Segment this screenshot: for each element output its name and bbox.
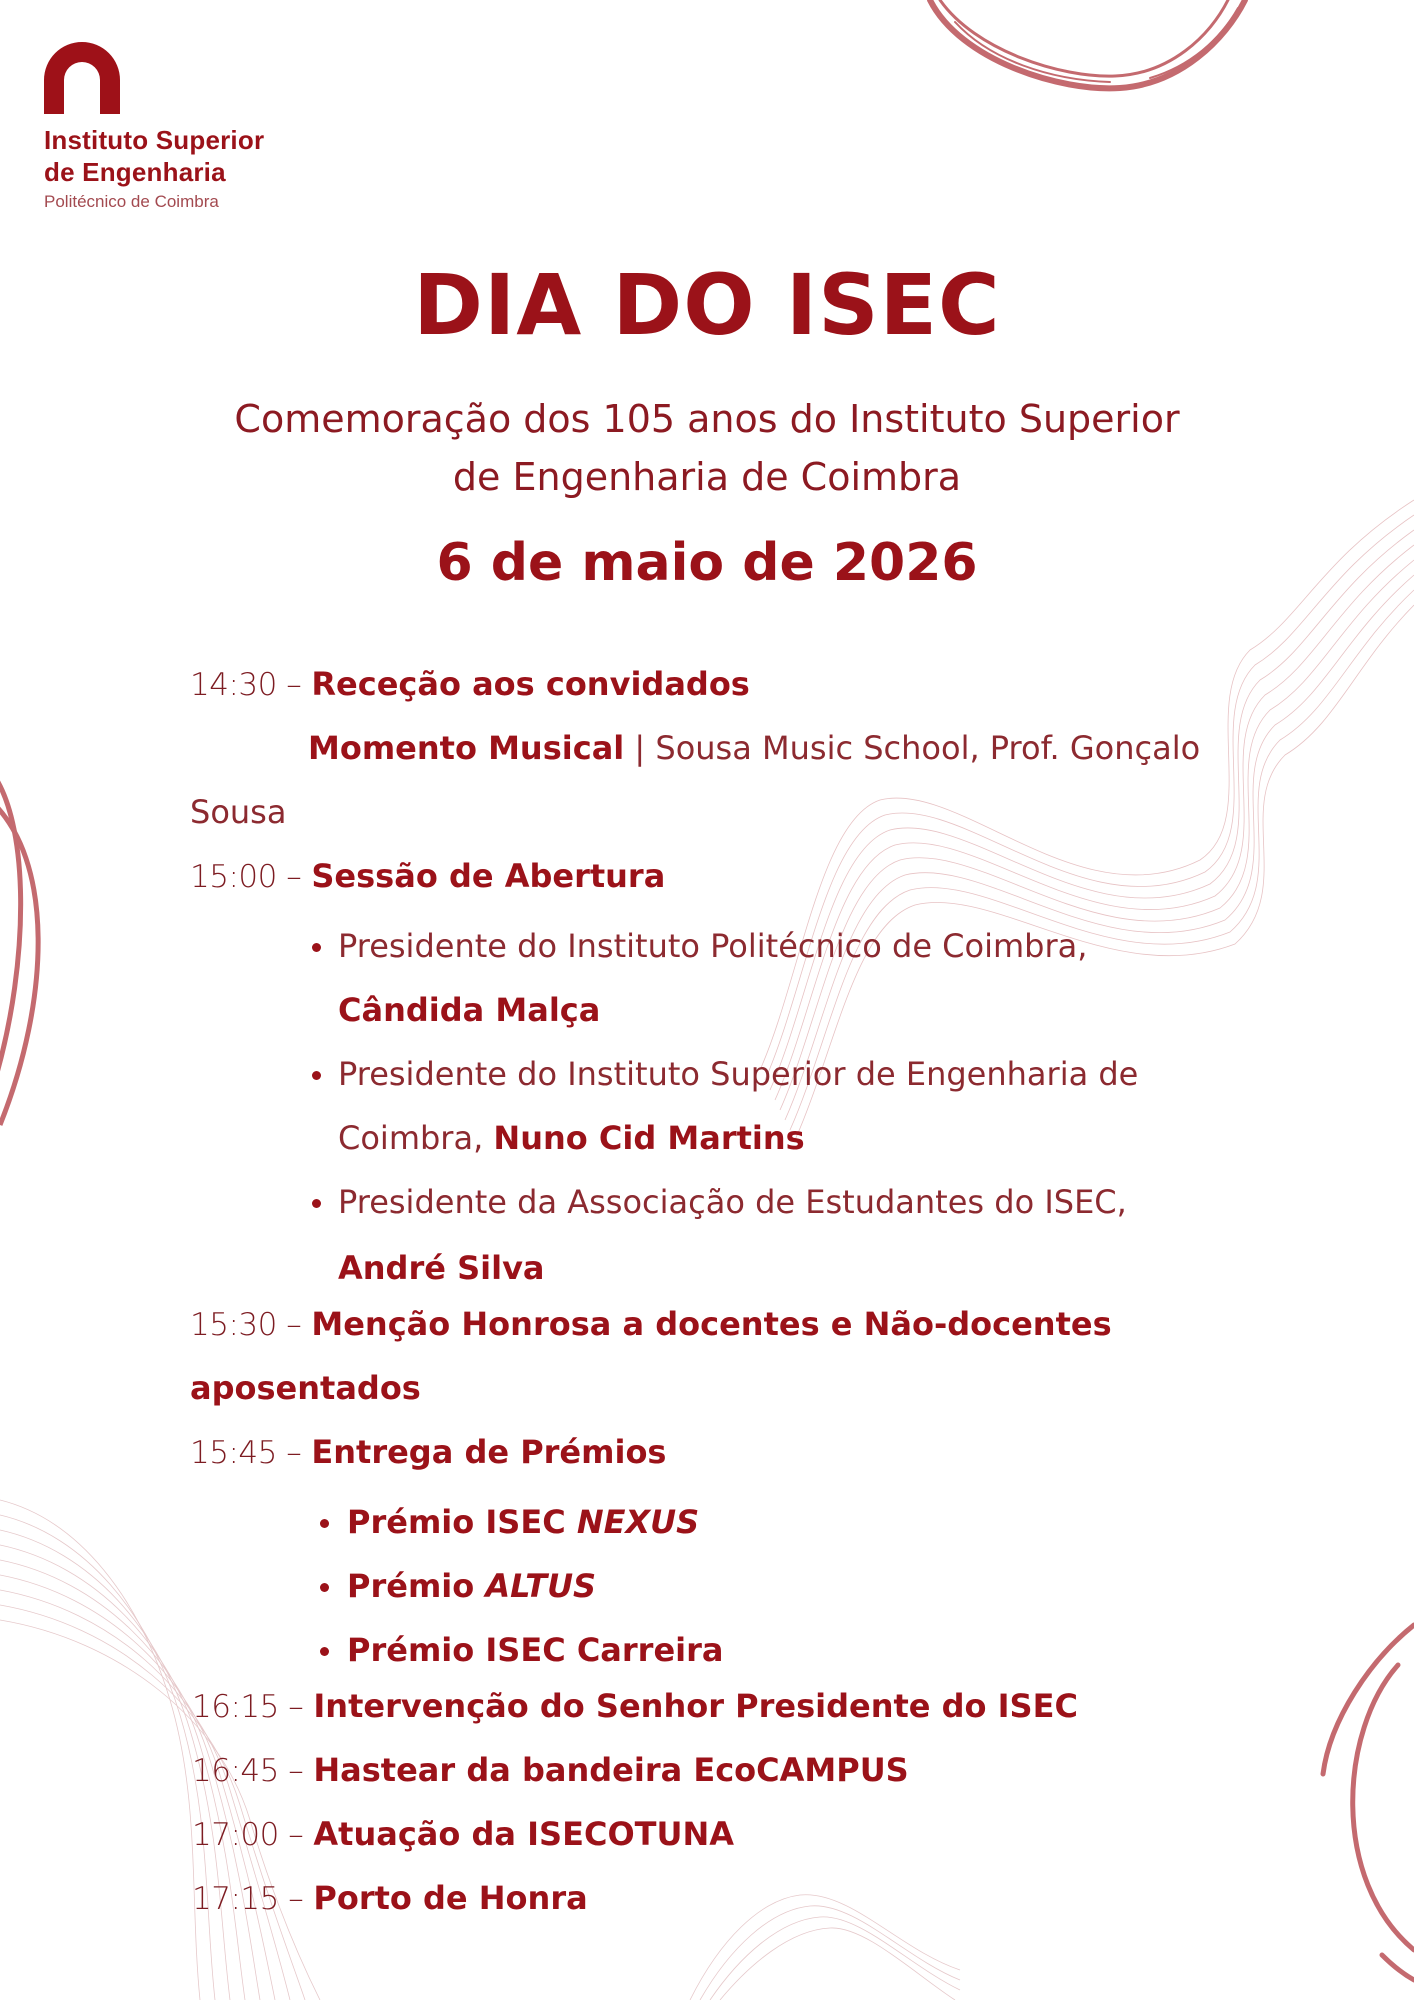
agenda-title: Entrega de Prémios [311,1433,667,1471]
isec-logo [44,42,304,212]
agenda-item [190,1430,666,1475]
bullet-icon [320,1647,329,1656]
agenda-title: Receção aos convidados [311,665,750,703]
speaker-name: Coimbra, Nuno Cid Martins [338,1119,805,1157]
agenda-title: Porto de Honra [313,1879,588,1917]
agenda-item [192,1812,734,1857]
agenda-time: 15:00 – [190,859,302,895]
agenda-title-continued: aposentados [190,1369,421,1407]
speaker-name: André Silva [338,1249,545,1287]
bullet-icon [320,1519,329,1528]
bullet-icon [320,1583,329,1592]
speaker-name: Cândida Malça [338,991,601,1029]
agenda-detail-continued: Sousa [190,793,287,831]
agenda-item [190,854,665,899]
prize-item: Prémio ISEC Carreira [347,1631,724,1669]
agenda-time: 15:30 – [190,1307,302,1343]
wave-lines-right [760,500,1414,1140]
agenda-time: 16:15 – [192,1689,304,1725]
agenda-item [308,726,1200,770]
speaker-item: Presidente do Instituto Superior de Engenharia de [338,1055,1139,1093]
agenda-detail: | Sousa Music School, Prof. Gonçalo [624,729,1201,767]
agenda-title: Intervenção do Senhor Presidente do ISEC [313,1687,1078,1725]
left-arc-decoration [0,770,38,1125]
agenda-item [190,1302,1112,1347]
logo-institution-name: Instituto Superior de Engenharia [44,125,265,187]
prize-item: Prémio ISEC NEXUS [347,1503,700,1541]
logo-subtitle: Politécnico de Coimbra [44,192,219,211]
speaker-item: Presidente da Associação de Estudantes do ISEC, [338,1183,1127,1221]
agenda-title: Sessão de Abertura [311,857,666,895]
event-date: 6 de maio de 2026 [436,533,978,593]
agenda-time: 15:45 – [190,1435,302,1471]
agenda-title: Atuação da ISECOTUNA [313,1815,734,1853]
prize-item: Prémio ALTUS [347,1567,597,1605]
bullet-icon [312,943,321,952]
agenda-title: Hastear da bandeira EcoCAMPUS [313,1751,909,1789]
bullet-icon [312,1071,321,1080]
agenda-time: 16:45 – [192,1753,304,1789]
agenda-title: Menção Honrosa a docentes e Não-docentes [311,1305,1112,1343]
right-arc-decoration [1323,1625,1414,1980]
agenda-title: Momento Musical [308,729,625,767]
agenda-item [192,1684,1078,1729]
agenda-time: 17:00 – [192,1817,304,1853]
agenda-time: 17:15 – [192,1881,304,1917]
arch-logo-icon [44,42,120,114]
agenda-time: 14:30 – [190,667,302,703]
agenda-item [190,662,750,707]
wave-lines-bottom-center [690,1895,960,2000]
page-title: DIA DO ISEC [413,256,1001,354]
speaker-item: Presidente do Instituto Politécnico de Coimbra, [338,927,1088,965]
agenda-item [192,1876,588,1921]
top-circle-decoration [930,0,1245,88]
bullet-icon [312,1199,321,1208]
agenda-item [192,1748,909,1793]
page-subtitle: Comemoração dos 105 anos do Instituto Superior de Engenharia de Coimbra [234,397,1180,499]
